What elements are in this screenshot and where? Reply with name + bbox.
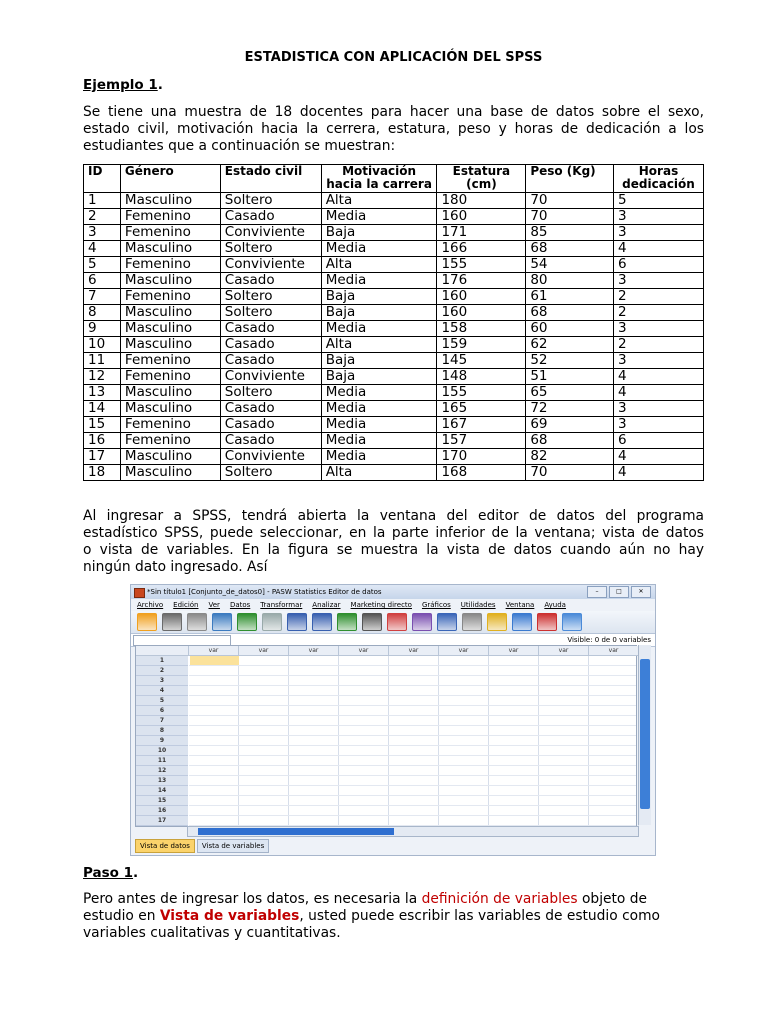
grid-line [189, 765, 636, 766]
cell-genero: Femenino [120, 417, 220, 433]
close-icon[interactable]: ✕ [631, 586, 651, 598]
column-header-var[interactable]: var [339, 646, 389, 656]
spss-paragraph [83, 508, 704, 576]
cell-estatura: 159 [437, 337, 526, 353]
table-header-row [84, 165, 704, 193]
row-header[interactable]: 5 [136, 696, 188, 706]
table-row [84, 193, 704, 209]
cell-id: 17 [84, 449, 121, 465]
grid-line [189, 815, 636, 816]
cell-motivacion: Alta [321, 337, 437, 353]
cell-id: 6 [84, 273, 121, 289]
cell-estatura: 157 [437, 433, 526, 449]
column-header-var[interactable]: var [239, 646, 289, 656]
cell-estado-civil: Casado [220, 417, 321, 433]
paso-heading [83, 865, 138, 881]
cell-horas: 4 [614, 369, 704, 385]
table-row [84, 305, 704, 321]
header-estatura: Estatura (cm) [437, 165, 526, 193]
visible-variables-text: Visible: 0 de 0 variables [567, 636, 651, 644]
cell-motivacion: Media [321, 321, 437, 337]
spss-line: Al ingresar a SPSS, tendrá abierta la ventana del editor de datos del programa [83, 508, 704, 524]
cell-peso: 82 [526, 449, 614, 465]
toolbar-button-icon[interactable] [212, 613, 232, 631]
table-row [84, 225, 704, 241]
table-row [84, 209, 704, 225]
cell-id: 14 [84, 401, 121, 417]
paso-line-2 [83, 908, 704, 925]
table-row [84, 369, 704, 385]
row-header[interactable]: 7 [136, 716, 188, 726]
cell-motivacion: Media [321, 417, 437, 433]
spss-line: ningún dato ingresado. Así [83, 559, 268, 575]
menu-item[interactable]: Transformar [260, 601, 303, 609]
cell-peso: 65 [526, 385, 614, 401]
cell-genero: Femenino [120, 225, 220, 241]
toolbar-button-icon[interactable] [312, 613, 332, 631]
cell-peso: 62 [526, 337, 614, 353]
header-peso: Peso (Kg) [526, 165, 614, 193]
table-row [84, 273, 704, 289]
cell-motivacion: Media [321, 209, 437, 225]
grid-line [189, 665, 636, 666]
cell-estatura: 167 [437, 417, 526, 433]
cell-motivacion: Baja [321, 225, 437, 241]
example-heading [83, 77, 163, 93]
cell-horas: 3 [614, 353, 704, 369]
column-header-var[interactable]: var [289, 646, 339, 656]
cell-id: 12 [84, 369, 121, 385]
cell-genero: Femenino [120, 353, 220, 369]
grid-line [338, 656, 339, 826]
vertical-scroll-thumb[interactable] [640, 659, 650, 809]
grid-line [189, 675, 636, 676]
cell-estado-civil: Casado [220, 433, 321, 449]
cell-horas: 4 [614, 465, 704, 481]
spss-menubar [131, 599, 655, 611]
tab-vista-de-variables[interactable]: Vista de variables [197, 839, 269, 853]
column-header-var[interactable]: var [439, 646, 489, 656]
cell-genero: Femenino [120, 289, 220, 305]
intro-line: Se tiene una muestra de 18 docentes para hacer una base de datos sobre el sexo, [83, 104, 704, 120]
menu-item[interactable]: Edición [173, 601, 199, 609]
cell-motivacion: Media [321, 449, 437, 465]
cell-motivacion: Baja [321, 353, 437, 369]
column-header-var[interactable]: var [189, 646, 239, 656]
cell-motivacion: Alta [321, 257, 437, 273]
menu-item[interactable]: Ayuda [544, 601, 566, 609]
grid-line [538, 656, 539, 826]
cell-horas: 3 [614, 225, 704, 241]
cell-estado-civil: Conviviente [220, 257, 321, 273]
docentes-table [83, 164, 704, 481]
column-header-var[interactable]: var [589, 646, 639, 656]
cell-id: 9 [84, 321, 121, 337]
paso-text: Pero antes de ingresar los datos, es necesaria la [83, 891, 422, 907]
cell-estatura: 148 [437, 369, 526, 385]
menu-item[interactable]: Datos [229, 601, 251, 609]
paso-paragraph [83, 891, 704, 942]
cell-estado-civil: Soltero [220, 241, 321, 257]
cell-estado-civil: Casado [220, 353, 321, 369]
header-id: ID [84, 165, 121, 193]
grid-line [288, 656, 289, 826]
table-row [84, 321, 704, 337]
cell-estatura: 155 [437, 385, 526, 401]
grid-line [189, 685, 636, 686]
cell-estado-civil: Casado [220, 209, 321, 225]
grid-line [189, 725, 636, 726]
cell-estatura: 166 [437, 241, 526, 257]
cell-peso: 61 [526, 289, 614, 305]
cell-id: 2 [84, 209, 121, 225]
cell-horas: 2 [614, 289, 704, 305]
toolbar-button-icon[interactable] [487, 613, 507, 631]
vertical-scrollbar[interactable] [638, 645, 651, 825]
cell-estatura: 160 [437, 305, 526, 321]
row-header[interactable]: 1 [136, 656, 188, 666]
table-row [84, 449, 704, 465]
paso-line-3: variables cualitativas y cuantitativas. [83, 925, 341, 941]
example-label: Ejemplo 1 [83, 77, 158, 93]
definicion-variables-highlight: definición de variables [421, 891, 578, 907]
grid-line [189, 775, 636, 776]
cell-id: 16 [84, 433, 121, 449]
cell-genero: Masculino [120, 193, 220, 209]
cell-estatura: 160 [437, 209, 526, 225]
row-header[interactable]: 13 [136, 776, 188, 786]
table-row [84, 465, 704, 481]
toolbar-button-icon[interactable] [412, 613, 432, 631]
cell-estado-civil: Conviviente [220, 449, 321, 465]
grid-line [238, 656, 239, 826]
cell-id: 4 [84, 241, 121, 257]
spss-screenshot [130, 584, 656, 856]
table-row [84, 337, 704, 353]
cell-motivacion: Media [321, 241, 437, 257]
cell-horas: 3 [614, 401, 704, 417]
cell-motivacion: Media [321, 401, 437, 417]
cell-estado-civil: Casado [220, 401, 321, 417]
paso-label: Paso 1 [83, 865, 134, 881]
cell-id: 8 [84, 305, 121, 321]
table-row [84, 241, 704, 257]
toolbar-button-icon[interactable] [287, 613, 307, 631]
intro-line: estudiantes que a continuación se muestran: [83, 138, 396, 154]
header-estado-civil: Estado civil [220, 165, 321, 193]
toolbar-button-icon[interactable] [512, 613, 532, 631]
cell-genero: Masculino [120, 385, 220, 401]
row-header[interactable]: 15 [136, 796, 188, 806]
cell-genero: Femenino [120, 209, 220, 225]
intro-line: estado civil, motivación hacia la cerrera, estatura, peso y horas de dedicación a los [83, 121, 704, 137]
spss-titlebar [131, 585, 655, 599]
table-row [84, 433, 704, 449]
column-header-var[interactable]: var [389, 646, 439, 656]
spss-app-icon [134, 588, 145, 598]
header-motivacion: Motivación hacia la carrera [321, 165, 437, 193]
cell-peso: 54 [526, 257, 614, 273]
row-header[interactable]: 4 [136, 686, 188, 696]
table-row [84, 417, 704, 433]
cell-peso: 70 [526, 209, 614, 225]
row-header[interactable]: 12 [136, 766, 188, 776]
selected-cell[interactable] [190, 656, 239, 665]
row-header[interactable]: 8 [136, 726, 188, 736]
cell-id: 7 [84, 289, 121, 305]
toolbar-button-icon[interactable] [537, 613, 557, 631]
menu-item[interactable]: Gráficos [421, 601, 451, 609]
cell-estatura: 165 [437, 401, 526, 417]
maximize-icon[interactable]: □ [609, 586, 629, 598]
cell-peso: 60 [526, 321, 614, 337]
cell-genero: Masculino [120, 321, 220, 337]
tab-vista-de-datos[interactable]: Vista de datos [135, 839, 195, 853]
column-header-var[interactable]: var [489, 646, 539, 656]
grid-line [588, 656, 589, 826]
menu-item[interactable]: Ventana [505, 601, 535, 609]
toolbar-button-icon[interactable] [462, 613, 482, 631]
cell-genero: Femenino [120, 257, 220, 273]
cell-horas: 3 [614, 417, 704, 433]
cell-peso: 70 [526, 193, 614, 209]
grid-line [189, 805, 636, 806]
spss-line: o vista de variables. En la figura se muestra la vista de datos cuando aún no hay [83, 542, 704, 558]
table-row [84, 289, 704, 305]
cell-estatura: 155 [437, 257, 526, 273]
cell-motivacion: Baja [321, 369, 437, 385]
cell-peso: 68 [526, 305, 614, 321]
cell-estatura: 158 [437, 321, 526, 337]
cell-estatura: 160 [437, 289, 526, 305]
cell-estado-civil: Conviviente [220, 225, 321, 241]
paso-text: , usted puede escribir las variables de estudio como [299, 908, 660, 924]
column-header-var[interactable]: var [539, 646, 589, 656]
grid-line [189, 695, 636, 696]
cell-horas: 2 [614, 305, 704, 321]
menu-item[interactable]: Marketing directo [350, 601, 412, 609]
toolbar-button-icon[interactable] [237, 613, 257, 631]
paso-text: objeto de [577, 891, 647, 907]
toolbar-button-icon[interactable] [187, 613, 207, 631]
cell-estatura: 168 [437, 465, 526, 481]
cell-genero: Masculino [120, 337, 220, 353]
cell-estado-civil: Casado [220, 337, 321, 353]
cell-estado-civil: Soltero [220, 465, 321, 481]
cell-horas: 3 [614, 321, 704, 337]
intro-paragraph [83, 104, 704, 155]
row-header[interactable]: 16 [136, 806, 188, 816]
menu-item[interactable]: Ver [208, 601, 220, 609]
table-row [84, 353, 704, 369]
spss-view-tabs [135, 839, 269, 853]
grid-line [189, 735, 636, 736]
cell-horas: 4 [614, 449, 704, 465]
table-row [84, 401, 704, 417]
window-buttons [587, 586, 651, 598]
row-header[interactable]: 17 [136, 816, 188, 826]
grid-line [189, 715, 636, 716]
row-header[interactable]: 9 [136, 736, 188, 746]
cell-motivacion: Media [321, 385, 437, 401]
cell-horas: 5 [614, 193, 704, 209]
cell-estado-civil: Conviviente [220, 369, 321, 385]
cell-genero: Femenino [120, 433, 220, 449]
cell-peso: 52 [526, 353, 614, 369]
grid-line [189, 795, 636, 796]
toolbar-button-icon[interactable] [362, 613, 382, 631]
header-genero: Género [120, 165, 220, 193]
cell-peso: 70 [526, 465, 614, 481]
cell-estado-civil: Soltero [220, 289, 321, 305]
cell-id: 3 [84, 225, 121, 241]
toolbar-button-icon[interactable] [137, 613, 157, 631]
cell-id: 5 [84, 257, 121, 273]
cell-genero: Femenino [120, 369, 220, 385]
vista-variables-highlight: Vista de variables [159, 908, 300, 924]
cell-peso: 72 [526, 401, 614, 417]
cell-horas: 3 [614, 273, 704, 289]
cell-id: 1 [84, 193, 121, 209]
grid-line [189, 705, 636, 706]
cell-motivacion: Baja [321, 305, 437, 321]
cell-peso: 51 [526, 369, 614, 385]
menu-item[interactable]: Archivo [137, 601, 164, 609]
toolbar-button-icon[interactable] [562, 613, 582, 631]
cell-id: 13 [84, 385, 121, 401]
grid-line [438, 656, 439, 826]
cell-genero: Masculino [120, 465, 220, 481]
cell-genero: Masculino [120, 273, 220, 289]
page-title: ESTADISTICA CON APLICACIÓN DEL SPSS [244, 50, 543, 65]
toolbar-button-icon[interactable] [162, 613, 182, 631]
cell-horas: 4 [614, 385, 704, 401]
cell-motivacion: Alta [321, 193, 437, 209]
grid-line [388, 656, 389, 826]
cell-horas: 6 [614, 257, 704, 273]
cell-genero: Masculino [120, 241, 220, 257]
toolbar-button-icon[interactable] [437, 613, 457, 631]
cell-horas: 4 [614, 241, 704, 257]
cell-genero: Masculino [120, 401, 220, 417]
cell-peso: 85 [526, 225, 614, 241]
row-header[interactable]: 6 [136, 706, 188, 716]
grid-corner [136, 646, 189, 656]
spss-window-title: *Sin título1 [Conjunto_de_datos0] - PASW Statistics Editor de datos [147, 588, 382, 596]
cell-id: 10 [84, 337, 121, 353]
cell-genero: Masculino [120, 305, 220, 321]
minimize-icon[interactable]: – [587, 586, 607, 598]
cell-estado-civil: Soltero [220, 385, 321, 401]
cell-motivacion: Baja [321, 289, 437, 305]
cell-horas: 3 [614, 209, 704, 225]
paso-suffix: . [133, 865, 139, 881]
cell-peso: 80 [526, 273, 614, 289]
row-header[interactable]: 11 [136, 756, 188, 766]
cell-genero: Masculino [120, 449, 220, 465]
cell-id: 18 [84, 465, 121, 481]
cell-estatura: 171 [437, 225, 526, 241]
cell-horas: 6 [614, 433, 704, 449]
cell-id: 11 [84, 353, 121, 369]
header-horas: Horas dedicación [614, 165, 704, 193]
grid-line [189, 785, 636, 786]
paso-text: estudio en [83, 908, 160, 924]
cell-horas: 2 [614, 337, 704, 353]
horizontal-scrollbar[interactable] [187, 826, 639, 837]
row-header[interactable]: 3 [136, 676, 188, 686]
grid-line [189, 745, 636, 746]
spss-data-grid[interactable] [135, 645, 637, 827]
cell-motivacion: Alta [321, 465, 437, 481]
cell-motivacion: Media [321, 273, 437, 289]
cell-estado-civil: Soltero [220, 193, 321, 209]
horizontal-scroll-thumb[interactable] [198, 828, 394, 835]
row-header[interactable]: 10 [136, 746, 188, 756]
table-row [84, 385, 704, 401]
spss-toolbar [131, 611, 655, 634]
cell-motivacion: Media [321, 433, 437, 449]
cell-peso: 68 [526, 241, 614, 257]
cell-estado-civil: Casado [220, 321, 321, 337]
row-header[interactable]: 14 [136, 786, 188, 796]
toolbar-button-icon[interactable] [337, 613, 357, 631]
spss-line: estadístico SPSS, puede seleccionar, en la parte inferior de la ventana; vista de datos [83, 525, 704, 541]
menu-item[interactable]: Analizar [312, 601, 341, 609]
cell-estado-civil: Soltero [220, 305, 321, 321]
cell-estatura: 180 [437, 193, 526, 209]
grid-line [189, 755, 636, 756]
cell-estado-civil: Casado [220, 273, 321, 289]
toolbar-button-icon[interactable] [387, 613, 407, 631]
example-suffix: . [157, 77, 163, 93]
menu-item[interactable]: Utilidades [460, 601, 496, 609]
grid-line [488, 656, 489, 826]
paso-line-1 [83, 891, 704, 908]
cell-estatura: 170 [437, 449, 526, 465]
toolbar-button-icon[interactable] [262, 613, 282, 631]
cell-peso: 69 [526, 417, 614, 433]
cell-estatura: 145 [437, 353, 526, 369]
table-row [84, 257, 704, 273]
cell-peso: 68 [526, 433, 614, 449]
cell-estatura: 176 [437, 273, 526, 289]
cell-id: 15 [84, 417, 121, 433]
row-header[interactable]: 2 [136, 666, 188, 676]
